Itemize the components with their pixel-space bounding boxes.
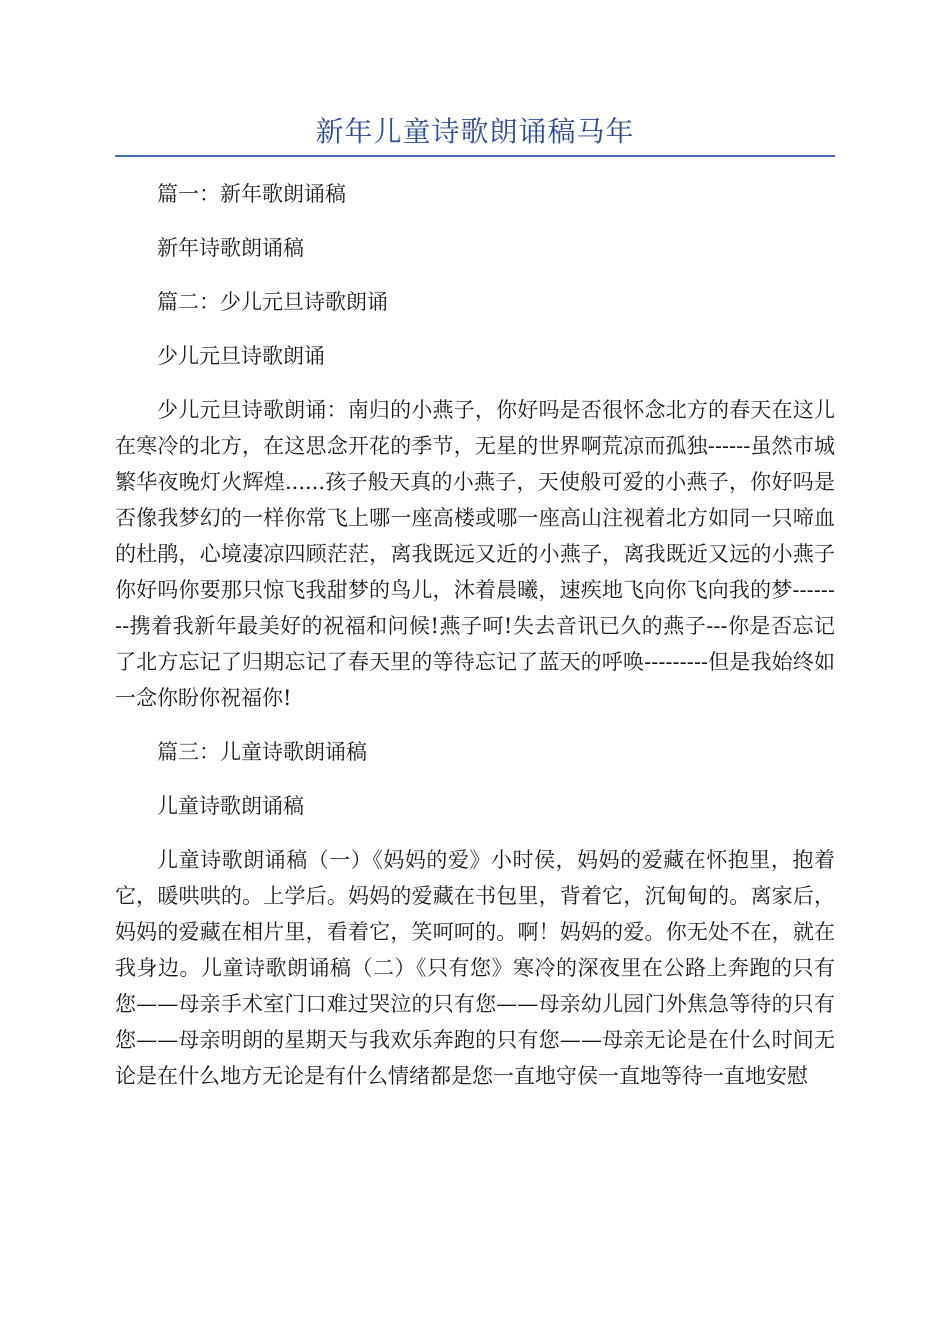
section-heading-2: 篇二：少儿元旦诗歌朗诵 [157,290,388,314]
poem-paragraph-1: 少儿元旦诗歌朗诵：南归的小燕子，你好吗是否很怀念北方的春天在这儿在寒冷的北方，在这思念开花的季节，无星的世界啊荒凉而孤独------虽然市城繁华夜晚灯火辉煌......孩子般天真的小燕子，天使般可爱的小燕子，你好吗是否像我梦幻的一样你常飞上哪一座高楼或哪一座高山注视着北方如同一只啼血的杜鹃，心境凄凉四顾茫茫，离我既远又近的小燕子，离我既近又远的小燕子你好吗你要那只惊飞我甜梦的鸟儿，沐着晨曦，速疾地飞向你飞向我的梦--------携着我新年最美好的祝福和问候!燕子呵!失去音讯已久的燕子---你是否忘记了北方忘记了归期忘记了春天里的等待忘记了蓝天的呼唤---------但是我始终如一念你盼你祝福你! [115,398,835,710]
poem-paragraph-2: 儿童诗歌朗诵稿（一）《妈妈的爱》小时侯，妈妈的爱藏在怀抱里，抱着它，暖哄哄的。上学后。妈妈的爱藏在书包里，背着它，沉甸甸的。离家后，妈妈的爱藏在相片里，看着它，笑呵呵的。啊！妈妈的爱。你无处不在，就在我身边。儿童诗歌朗诵稿（二）《只有您》寒冷的深夜里在公路上奔跑的只有您——母亲手术室门口难过哭泣的只有您——母亲幼儿园门外焦急等待的只有您——母亲明朗的星期天与我欢乐奔跑的只有您——母亲无论是在什么时间无论是在什么地方无论是有什么情绪都是您一直地守侯一直地等待一直地安慰 [115,848,835,1088]
section-heading-3: 篇三：儿童诗歌朗诵稿 [157,740,367,764]
document-title: 新年儿童诗歌朗诵稿马年 [315,115,635,148]
section-heading-1: 篇一：新年歌朗诵稿 [157,182,346,206]
section-subtitle-2: 少儿元旦诗歌朗诵 [157,344,325,368]
section-subtitle-3: 儿童诗歌朗诵稿 [157,794,304,818]
section-subtitle-1: 新年诗歌朗诵稿 [157,236,304,260]
title-underline [115,155,835,157]
document-body [115,176,835,1112]
